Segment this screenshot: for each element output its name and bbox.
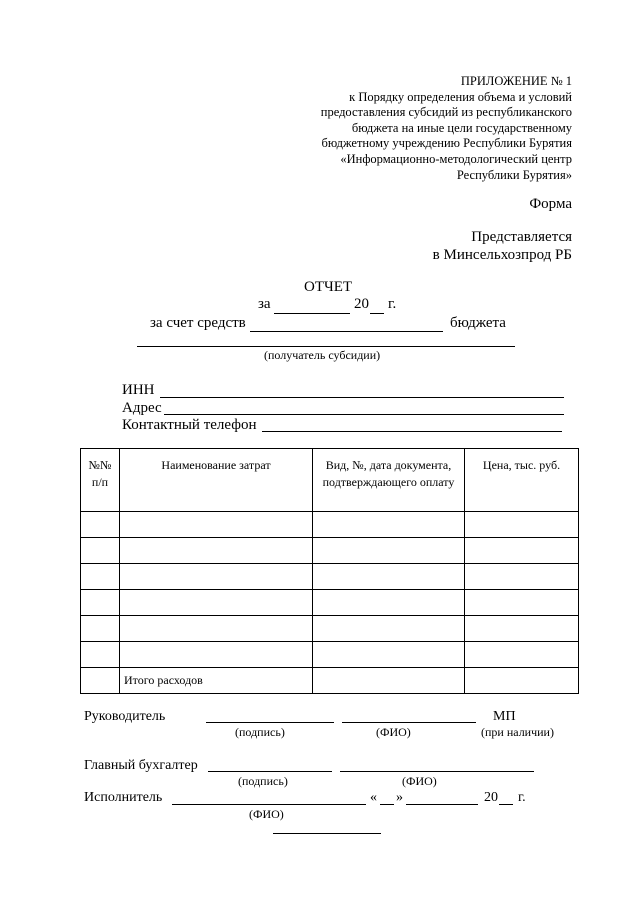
signature-caption: (подпись) (235, 725, 285, 739)
cell[interactable] (465, 538, 579, 564)
cell[interactable] (465, 642, 579, 668)
executor-name-caption: (ФИО) (249, 807, 284, 821)
cell[interactable] (81, 616, 120, 642)
cell[interactable] (120, 564, 313, 590)
inn-label: ИНН (122, 382, 155, 398)
report-title: ОТЧЕТ (304, 279, 353, 295)
cell[interactable] (120, 590, 313, 616)
cell[interactable] (120, 642, 313, 668)
accountant-label: Главный бухгалтер (84, 758, 198, 773)
recipient-blank[interactable] (137, 346, 515, 347)
executor-name-line[interactable] (172, 804, 366, 805)
head-label: Руководитель (84, 709, 166, 724)
submitted-line-1: Представляется (471, 229, 572, 245)
executor-label: Исполнитель (84, 790, 163, 805)
cell[interactable] (465, 590, 579, 616)
period-blank[interactable] (274, 313, 350, 314)
phone-label: Контактный телефон (122, 417, 257, 433)
header-number: №№ п/п (81, 449, 120, 512)
cell[interactable] (313, 616, 465, 642)
cell[interactable] (81, 512, 120, 538)
table-row (81, 564, 579, 590)
cell[interactable] (313, 512, 465, 538)
funds-blank[interactable] (250, 331, 443, 332)
appendix-line: «Информационно-методологический центр (340, 151, 572, 166)
table-row (81, 616, 579, 642)
cell[interactable] (81, 590, 120, 616)
cell[interactable] (465, 512, 579, 538)
seal-caption: (при наличии) (481, 725, 554, 739)
date-day-blank[interactable] (380, 804, 394, 805)
cell[interactable] (313, 668, 465, 694)
total-label: Итого расходов (120, 668, 313, 694)
cell[interactable] (313, 564, 465, 590)
phone-field[interactable] (262, 431, 562, 432)
cell (81, 668, 120, 694)
appendix-line: к Порядку определения объема и условий (349, 89, 572, 104)
cell[interactable] (120, 512, 313, 538)
table-row (81, 512, 579, 538)
costs-table (80, 448, 579, 694)
appendix-line: предоставления субсидий из республиканского (320, 105, 572, 120)
name-caption: (ФИО) (376, 725, 411, 739)
date-suffix: г. (518, 790, 526, 805)
cell[interactable] (120, 538, 313, 564)
name-caption: (ФИО) (402, 774, 437, 788)
cell[interactable] (313, 538, 465, 564)
accountant-signature-line[interactable] (208, 771, 332, 772)
period-year: 20 (354, 296, 369, 312)
head-signature-line[interactable] (206, 722, 334, 723)
period-suffix: г. (388, 296, 397, 312)
appendix-header (321, 74, 572, 183)
executor-phone-line[interactable] (273, 833, 381, 834)
cell[interactable] (313, 642, 465, 668)
appendix-line: Республики Бурятия» (456, 167, 572, 182)
period-year-blank[interactable] (370, 313, 384, 314)
cell[interactable] (465, 564, 579, 590)
inn-field[interactable] (160, 397, 564, 398)
table-header-row (81, 449, 579, 512)
date-quote-open: « (370, 790, 377, 805)
header-price: Цена, тыс. руб. (465, 449, 579, 512)
cell[interactable] (313, 590, 465, 616)
head-name-line[interactable] (342, 722, 476, 723)
header-cost-name: Наименование затрат (120, 449, 313, 512)
funds-suffix: бюджета (450, 315, 506, 331)
signature-caption: (подпись) (238, 774, 288, 788)
date-month-blank[interactable] (406, 804, 478, 805)
appendix-line: бюджета на иные цели государственному (351, 120, 572, 135)
address-label: Адрес (122, 400, 162, 416)
table-row (81, 538, 579, 564)
date-quote-close: » (396, 790, 403, 805)
appendix-line: ПРИЛОЖЕНИЕ № 1 (460, 74, 572, 88)
total-row (81, 668, 579, 694)
cell[interactable] (81, 538, 120, 564)
appendix-line: бюджетному учреждению Республики Бурятия (321, 136, 572, 151)
accountant-name-line[interactable] (340, 771, 534, 772)
header-document: Вид, №, дата документа, подтверждающего оплату (313, 449, 465, 512)
recipient-caption: (получатель субсидии) (264, 348, 381, 362)
seal-label: МП (493, 709, 516, 724)
cell[interactable] (81, 642, 120, 668)
funds-prefix: за счет средств (150, 315, 246, 331)
cell[interactable] (120, 616, 313, 642)
period-prefix: за (258, 296, 271, 312)
submitted-line-2: в Минсельхозпрод РБ (432, 247, 572, 263)
cell[interactable] (465, 668, 579, 694)
table-row (81, 642, 579, 668)
cell[interactable] (465, 616, 579, 642)
cell[interactable] (81, 564, 120, 590)
date-year-blank[interactable] (499, 804, 513, 805)
form-label: Форма (529, 196, 572, 212)
date-year: 20 (484, 790, 498, 805)
table-row (81, 590, 579, 616)
address-field[interactable] (164, 414, 564, 415)
